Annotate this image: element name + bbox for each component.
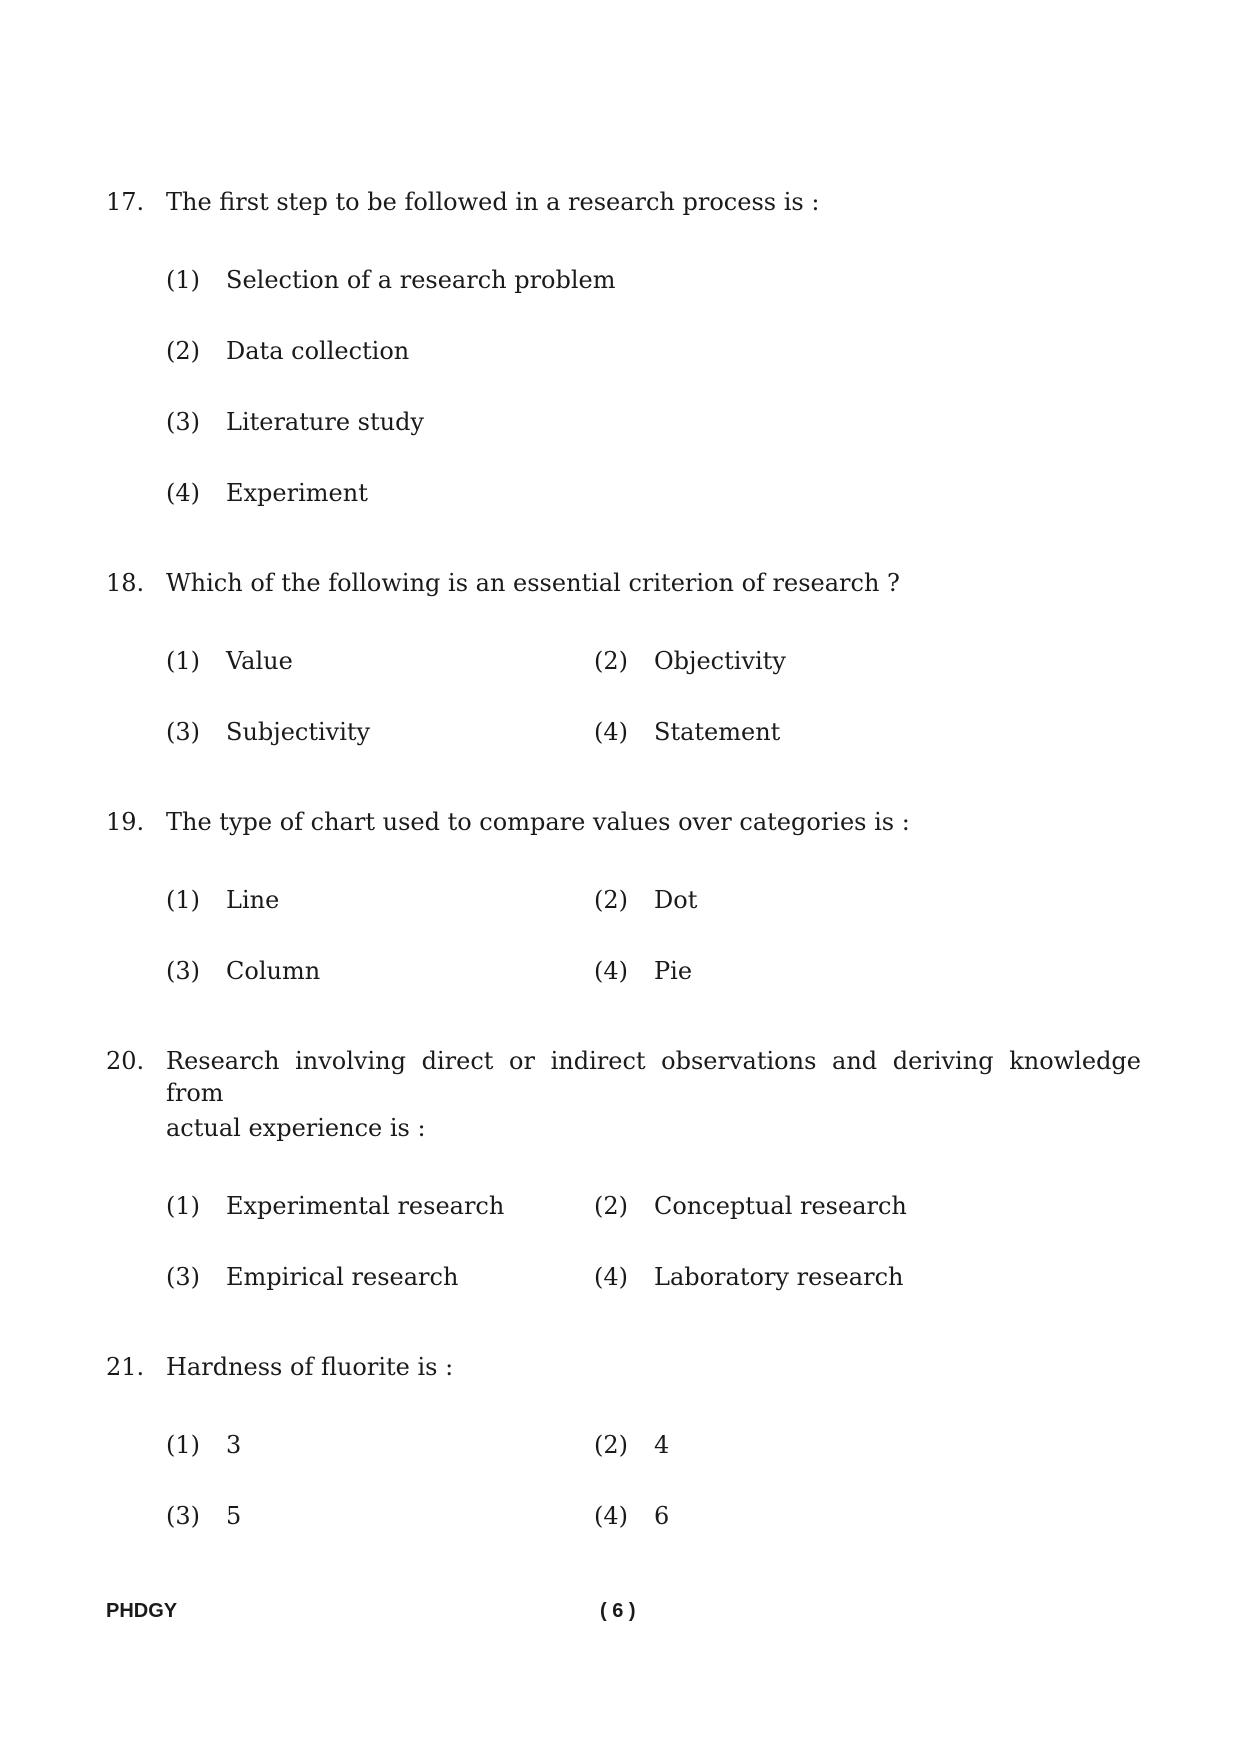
option-label: 6 <box>654 1502 670 1530</box>
option-label: Value <box>226 647 293 675</box>
option-label: 4 <box>654 1431 670 1459</box>
option-label: Subjectivity <box>226 718 371 746</box>
option-label: Literature study <box>226 408 424 436</box>
option-17-3[interactable] <box>166 406 424 438</box>
question-number: 20. <box>106 1047 145 1075</box>
question-text: The type of chart used to compare values over categories is : <box>166 808 910 836</box>
page-number: ( 6 ) <box>600 1600 636 1622</box>
option-19-3[interactable] <box>166 955 320 987</box>
option-number: (4) <box>594 1502 628 1530</box>
option-number: (2) <box>166 337 200 365</box>
option-label: Conceptual research <box>654 1192 907 1220</box>
option-18-2[interactable] <box>594 645 786 677</box>
option-label: 3 <box>226 1431 242 1459</box>
question-number: 18. <box>106 569 145 597</box>
option-number: (3) <box>166 1502 200 1530</box>
option-21-4[interactable] <box>594 1500 669 1532</box>
question-number: 17. <box>106 188 145 216</box>
option-label: 5 <box>226 1502 242 1530</box>
option-number: (2) <box>594 1192 628 1220</box>
option-number: (2) <box>594 647 628 675</box>
option-label: Dot <box>654 886 698 914</box>
option-label: Data collection <box>226 337 410 365</box>
option-21-3[interactable] <box>166 1500 241 1532</box>
option-19-1[interactable] <box>166 884 279 916</box>
option-18-3[interactable] <box>166 716 370 748</box>
option-label: Pie <box>654 957 693 985</box>
option-number: (1) <box>166 266 200 294</box>
option-21-1[interactable] <box>166 1429 241 1461</box>
option-number: (3) <box>166 408 200 436</box>
option-number: (4) <box>594 957 628 985</box>
paper-code: PHDGY <box>106 1600 178 1622</box>
question-text: The first step to be followed in a research process is : <box>166 188 820 216</box>
option-number: (1) <box>166 886 200 914</box>
option-20-1[interactable] <box>166 1190 504 1222</box>
option-18-1[interactable] <box>166 645 293 677</box>
option-number: (4) <box>166 479 200 507</box>
option-number: (1) <box>166 1431 200 1459</box>
option-label: Statement <box>654 718 781 746</box>
option-20-3[interactable] <box>166 1261 458 1293</box>
option-label: Line <box>226 886 280 914</box>
question-text-line-2: actual experience is : <box>166 1114 426 1142</box>
option-number: (3) <box>166 1263 200 1291</box>
option-label: Empirical research <box>226 1263 459 1291</box>
option-17-1[interactable] <box>166 264 616 296</box>
option-18-4[interactable] <box>594 716 780 748</box>
option-number: (3) <box>166 957 200 985</box>
question-text: Which of the following is an essential criterion of research ? <box>166 569 900 597</box>
question-text: Hardness of fluorite is : <box>166 1353 454 1381</box>
option-label: Laboratory research <box>654 1263 904 1291</box>
option-number: (2) <box>594 886 628 914</box>
option-number: (1) <box>166 1192 200 1220</box>
option-label: Objectivity <box>654 647 786 675</box>
question-text-line-1: Research involving direct or indirect observations and deriving knowledge from <box>166 1047 1141 1107</box>
question-number: 21. <box>106 1353 145 1381</box>
option-number: (3) <box>166 718 200 746</box>
question-number: 19. <box>106 808 145 836</box>
option-number: (2) <box>594 1431 628 1459</box>
option-number: (4) <box>594 1263 628 1291</box>
option-19-4[interactable] <box>594 955 692 987</box>
option-20-2[interactable] <box>594 1190 907 1222</box>
option-number: (4) <box>594 718 628 746</box>
option-19-2[interactable] <box>594 884 697 916</box>
option-20-4[interactable] <box>594 1261 903 1293</box>
option-label: Selection of a research problem <box>226 266 616 294</box>
option-label: Column <box>226 957 321 985</box>
option-label: Experiment <box>226 479 368 507</box>
option-label: Experimental research <box>226 1192 505 1220</box>
option-17-2[interactable] <box>166 335 409 367</box>
option-21-2[interactable] <box>594 1429 669 1461</box>
option-number: (1) <box>166 647 200 675</box>
option-17-4[interactable] <box>166 477 368 509</box>
